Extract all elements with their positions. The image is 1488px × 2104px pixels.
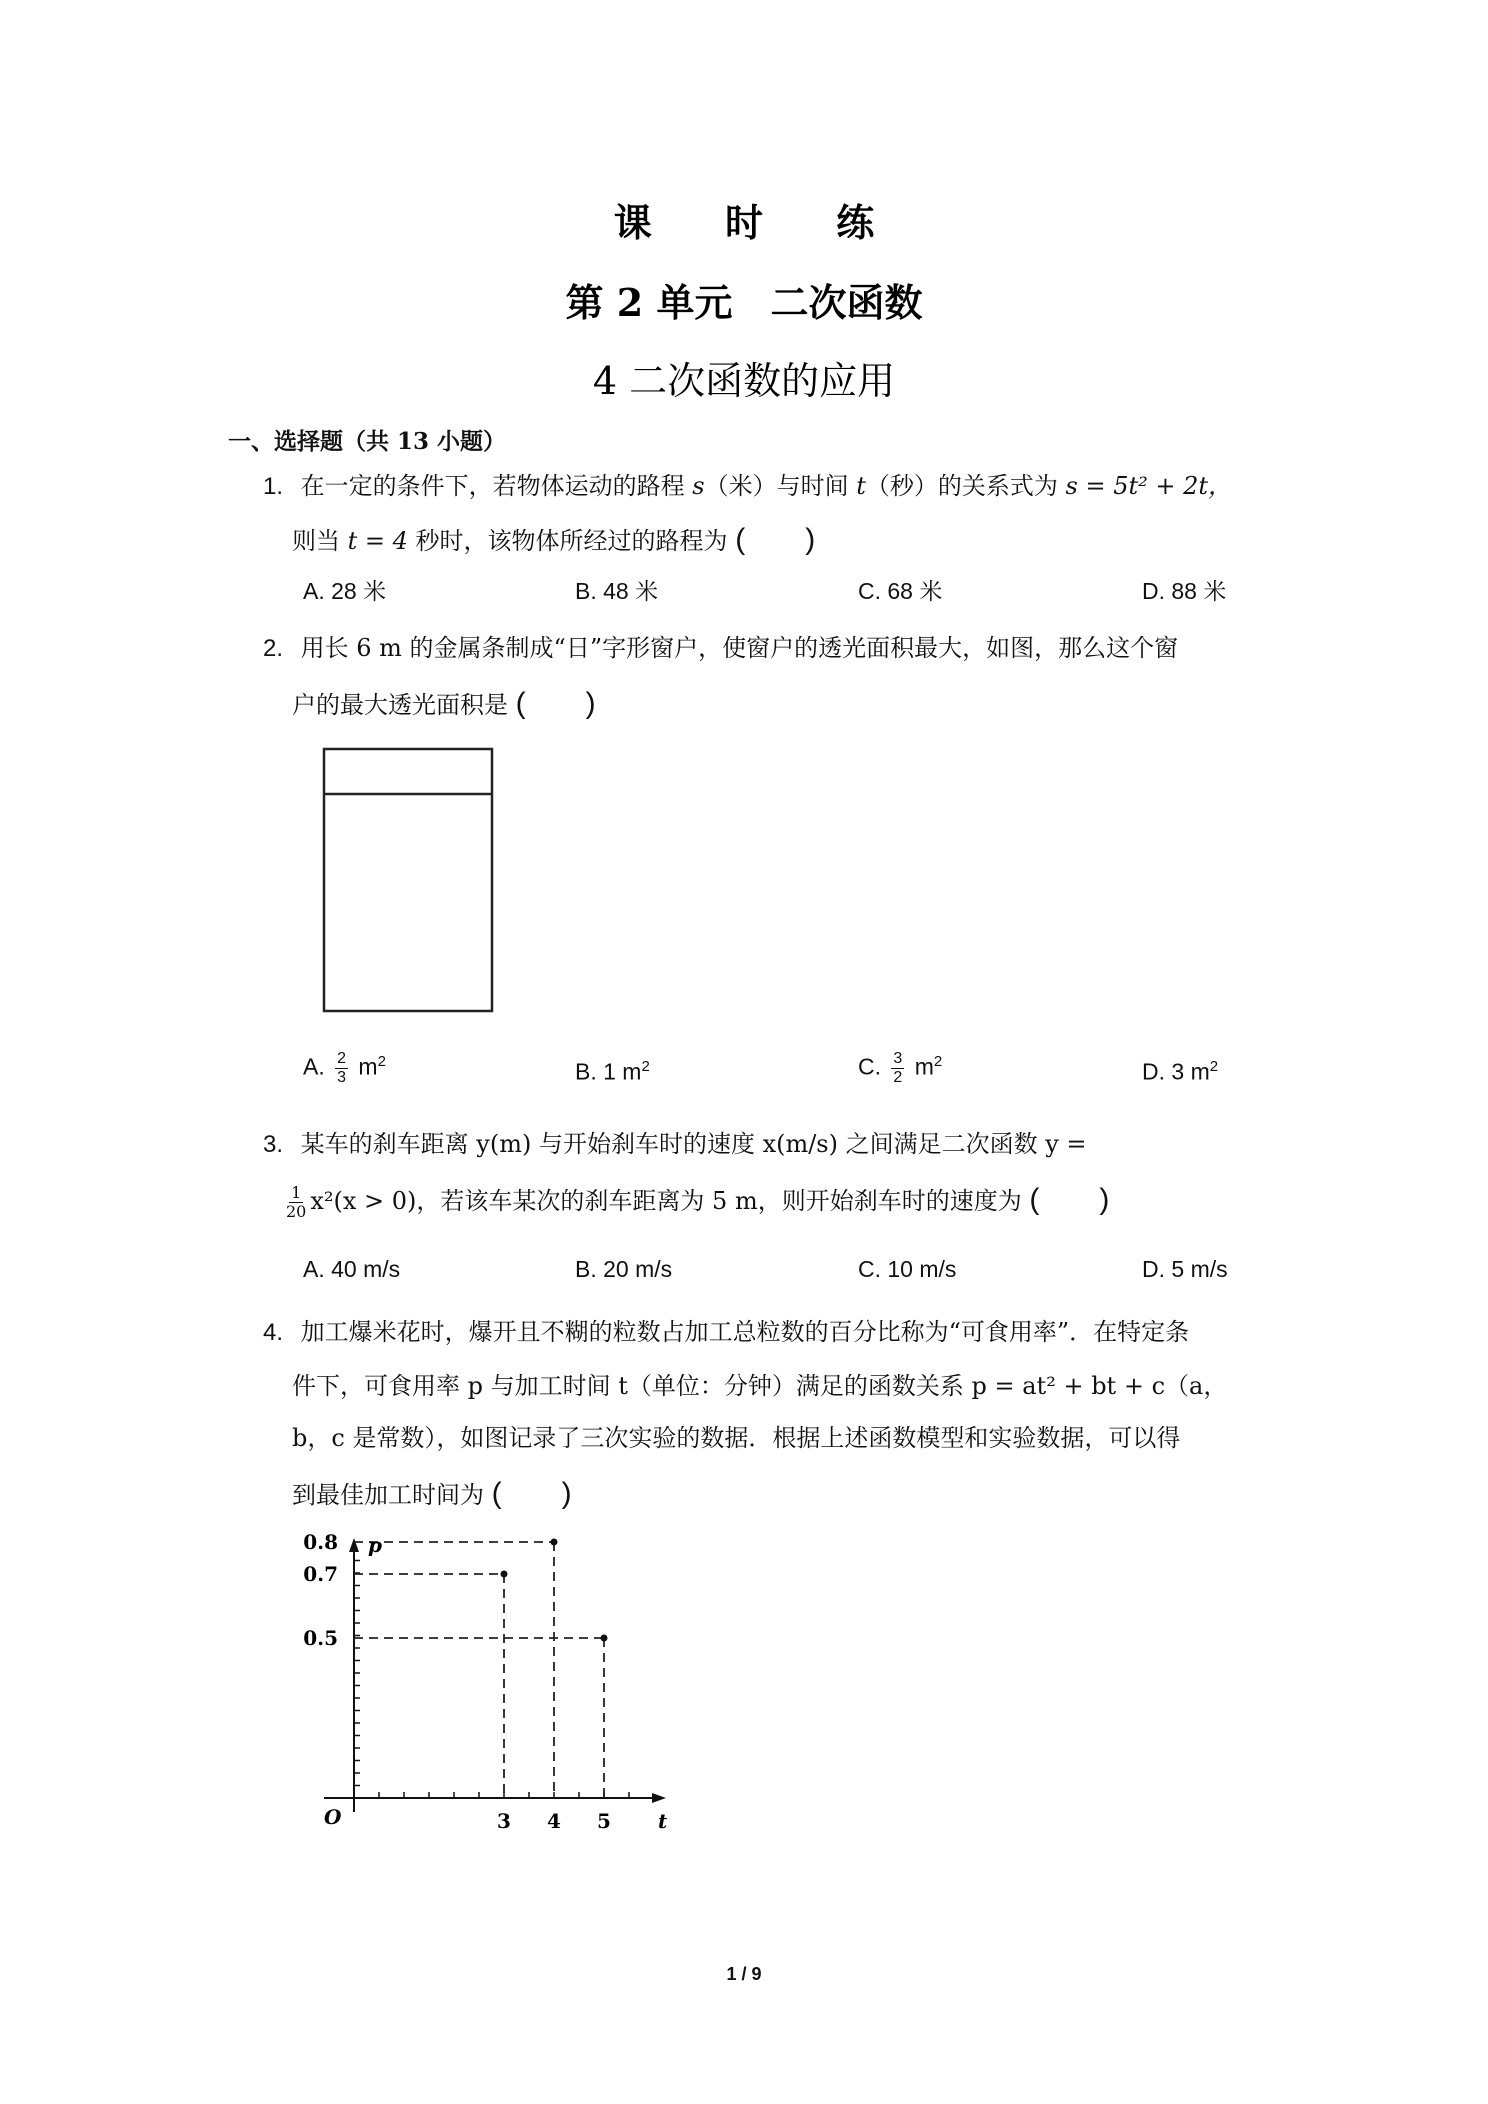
frac-denominator: 2: [893, 1069, 903, 1086]
data-point: [551, 1539, 558, 1546]
x-tick-label: 5: [597, 1809, 611, 1833]
frac-denominator: 20: [286, 1202, 307, 1221]
data-point: [601, 1635, 608, 1642]
axis-ticks: [354, 1561, 629, 1799]
q4-number: 4.: [263, 1319, 284, 1346]
q1-option-a: A. 28 米: [303, 578, 387, 604]
q3-option-a: A. 40 m/s: [303, 1256, 401, 1282]
q2-option-a-prefix: A.: [303, 1053, 325, 1080]
dashed-guides: [354, 1542, 604, 1798]
q1-formula: s = 5t² + 2t，: [1065, 472, 1233, 500]
q2-text-1: 用长 6 m 的金属条制成“日”字形窗户，使窗户的透光面积最大，如图，那么这个窗: [300, 634, 1179, 662]
q3-line2: [286, 1174, 1109, 1221]
q2-option-c: [858, 1050, 942, 1087]
q2-option-a-unit: m: [358, 1053, 378, 1080]
q3-text-1: 某车的刹车距离 y(m) 与开始刹车时的速度 x(m/s) 之间满足二次函数 y =: [300, 1130, 1087, 1158]
y-tick-label: 0.7: [303, 1562, 338, 1586]
data-point: [501, 1571, 508, 1578]
q1-var-s: s: [692, 472, 705, 500]
x-tick-label: 4: [547, 1809, 561, 1833]
q4-text-1: 加工爆米花时，爆开且不糊的粒数占加工总粒数的百分比称为“可食用率”．在特定条: [300, 1318, 1190, 1346]
frac-numerator: 1: [291, 1183, 302, 1202]
q1-text-c: （秒）的关系式为: [865, 472, 1066, 500]
frac-denominator: 3: [337, 1069, 347, 1086]
q2-option-b: [575, 1058, 650, 1086]
y-tick-label: 0.5: [303, 1626, 338, 1650]
y-axis-arrow: [349, 1538, 359, 1552]
q1-text-b: （米）与时间: [704, 472, 857, 500]
q1-option-c: C. 68 米: [858, 578, 943, 604]
squared-sup: 2: [377, 1052, 386, 1070]
q4-line3: b，c 是常数），如图记录了三次实验的数据．根据上述函数模型和实验数据，可以得: [292, 1424, 1181, 1452]
q3-answer-blank: ( ): [1029, 1183, 1110, 1216]
q1-var-t: t: [856, 472, 866, 500]
q2-option-c-unit: m: [914, 1053, 934, 1080]
x-axis-arrow: [652, 1793, 666, 1803]
q1-option-d: D. 88 米: [1142, 578, 1227, 604]
squared-sup: 2: [1209, 1058, 1219, 1075]
q3-line1: [263, 1124, 1087, 1159]
frac-numerator: 2: [337, 1050, 347, 1067]
q1-line2: [292, 514, 815, 558]
q2-option-a-fraction: [335, 1050, 348, 1087]
doc-title: 课 时 练: [613, 200, 905, 245]
q3-number: 3.: [263, 1131, 284, 1158]
q1-t-value: t = 4: [347, 527, 408, 555]
squared-sup: 2: [641, 1058, 650, 1075]
q2-option-c-prefix: C.: [858, 1053, 881, 1080]
q4-line1: [263, 1312, 1189, 1347]
frac-numerator: 3: [893, 1050, 903, 1067]
q2-answer-blank: ( ): [515, 687, 596, 720]
q2-option-b-text: B. 1 m: [575, 1058, 642, 1085]
q1-text-d: 则当: [292, 527, 348, 555]
q4-chart: [290, 1530, 690, 1840]
q1-text-e: 秒时，该物体所经过的路程为: [407, 527, 728, 555]
q1-answer-blank: ( ): [735, 523, 816, 556]
q4-text-4: 到最佳加工时间为: [292, 1481, 484, 1509]
q2-number: 2.: [263, 635, 284, 662]
window-frame: [324, 749, 492, 1011]
origin-label: O: [324, 1805, 342, 1829]
page-number: 1 / 9: [726, 1964, 762, 1984]
q3-text-2: x²(x > 0)，若该车某次的刹车距离为 5 m，则开始刹车时的速度为: [310, 1187, 1022, 1215]
lesson-title: 4 二次函数的应用: [592, 359, 896, 403]
x-tick-labels: [497, 1809, 611, 1833]
q1-number: 1.: [263, 473, 284, 500]
q2-line2: [292, 678, 596, 722]
q3-option-c: C. 10 m/s: [858, 1256, 957, 1282]
q1-option-b: B. 48 米: [575, 578, 659, 604]
q3-option-d: D. 5 m/s: [1142, 1256, 1228, 1282]
q2-option-c-fraction: [891, 1050, 904, 1087]
unit-title: 第 2 单元 二次函数: [565, 280, 923, 325]
q4-line4: [292, 1468, 572, 1512]
q2-text-2: 户的最大透光面积是: [292, 691, 508, 719]
q4-line2: 件下，可食用率 p 与加工时间 t（单位：分钟）满足的函数关系 p = at² + bt + c（a，: [292, 1372, 1228, 1400]
x-tick-label: 3: [497, 1809, 511, 1833]
y-tick-label: 0.8: [303, 1530, 338, 1554]
window-figure: [300, 735, 520, 1025]
q3-fraction: [286, 1184, 306, 1221]
q2-option-a: [303, 1050, 386, 1087]
x-axis-label: t: [658, 1809, 668, 1833]
q3-option-b: B. 20 m/s: [575, 1256, 673, 1282]
section-heading: 一、选择题（共 13 小题）: [228, 428, 507, 455]
y-tick-labels: [303, 1530, 338, 1650]
squared-sup: 2: [933, 1052, 943, 1070]
q2-option-d-text: D. 3 m: [1142, 1058, 1210, 1085]
q2-line1: [263, 628, 1178, 663]
q4-answer-blank: ( ): [491, 1477, 572, 1510]
q2-option-d: [1142, 1058, 1218, 1086]
q1-line1: [263, 466, 1232, 501]
y-axis-label: p: [368, 1533, 382, 1557]
q1-text-a: 在一定的条件下，若物体运动的路程: [300, 472, 693, 500]
